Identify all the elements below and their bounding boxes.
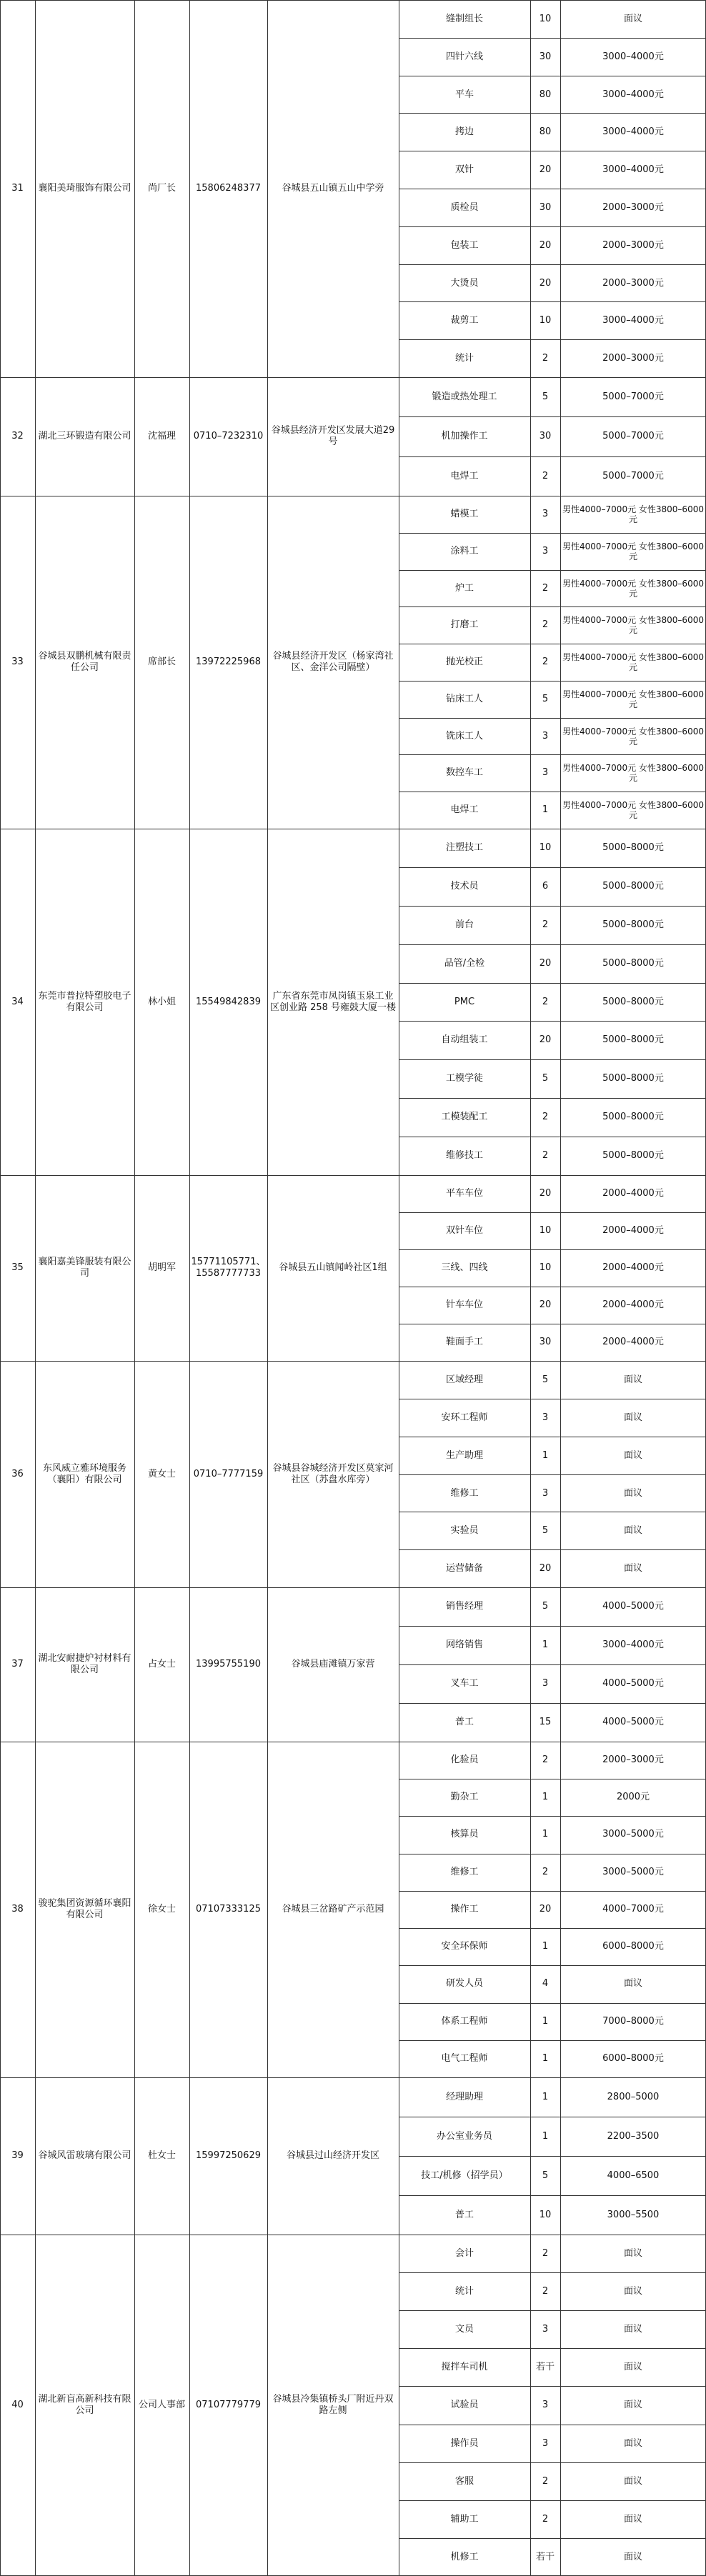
job-salary: 男性4000–7000元 女性3800–6000元 — [562, 504, 704, 524]
job-salary: 3000–5000元 — [602, 1867, 664, 1877]
group-number: 37 — [11, 1659, 24, 1669]
job-salary: 面议 — [623, 2285, 642, 2297]
column-divider — [530, 0, 531, 2576]
work-address: 谷城县经济开发区发展大道29号 — [271, 425, 395, 447]
job-title: 裁剪工 — [450, 314, 479, 326]
job-salary: 2000–3000元 — [602, 352, 664, 364]
job-salary: 面议 — [623, 1374, 642, 1385]
job-title: 机修工 — [450, 2551, 479, 2562]
job-title: 注塑技工 — [445, 842, 483, 853]
job-title: 技术员 — [450, 881, 479, 892]
job-salary: 6000–8000元 — [602, 1941, 664, 1952]
job-count: 1 — [542, 2130, 549, 2142]
job-salary: 5000–8000元 — [602, 1034, 664, 1045]
job-title: 操作工 — [450, 1904, 479, 1914]
job-count: 2 — [542, 2475, 549, 2487]
job-title: 钻床工人 — [445, 694, 483, 704]
job-title: 缝制组长 — [445, 13, 483, 24]
job-title: 双针车位 — [445, 1225, 483, 1236]
job-title: 包装工 — [450, 239, 479, 251]
contact-person: 胡明军 — [147, 1262, 176, 1273]
job-title: 体系工程师 — [441, 2016, 488, 2027]
job-salary: 面议 — [623, 1562, 642, 1574]
job-title: 铣床工人 — [445, 731, 483, 742]
job-count: 3 — [542, 1487, 549, 1499]
job-salary: 2000–3000元 — [602, 277, 664, 289]
job-title: 大烫员 — [450, 277, 479, 289]
job-title: 维修工 — [450, 1867, 479, 1877]
job-count: 3 — [542, 1412, 549, 1423]
job-salary: 3000–4000元 — [602, 89, 664, 100]
job-salary: 面议 — [623, 2399, 642, 2410]
job-salary: 面议 — [623, 1524, 642, 1536]
job-title: 抛光校正 — [445, 657, 483, 667]
job-salary: 5000–8000元 — [602, 1112, 664, 1122]
job-salary: 3000–5000元 — [602, 1829, 664, 1839]
job-count: 3 — [542, 546, 549, 556]
job-salary: 5000–7000元 — [602, 430, 664, 441]
job-count: 30 — [539, 51, 552, 62]
work-address: 广东省东莞市凤岗镇玉泉工业区创业路 258 号雍鼓大厦一楼 — [269, 990, 397, 1013]
job-count: 10 — [539, 2209, 552, 2220]
job-count: 20 — [539, 164, 552, 175]
job-salary: 2000–4000元 — [602, 1188, 664, 1199]
job-count: 3 — [542, 1678, 549, 1689]
job-title: 双针 — [454, 164, 474, 175]
company-name: 湖北三环锻造有限公司 — [38, 431, 131, 441]
work-address: 谷城县五山镇闻岭社区1组 — [279, 1262, 387, 1273]
job-title: 安全环保师 — [441, 1941, 488, 1952]
job-title: 化验员 — [450, 1754, 479, 1765]
job-salary: 3000–4000元 — [602, 314, 664, 326]
contact-person: 席部长 — [147, 657, 176, 667]
job-salary: 面议 — [623, 2475, 642, 2487]
phone-number: 0710–7777159 — [193, 1468, 264, 1479]
job-count: 2 — [542, 470, 549, 481]
job-count: 3 — [542, 2323, 549, 2335]
job-title: 生产助理 — [445, 1449, 483, 1461]
group-number: 40 — [11, 2400, 24, 2410]
contact-person: 公司人事部 — [138, 2400, 185, 2410]
job-title: 文员 — [454, 2323, 474, 2335]
job-salary: 2000–4000元 — [602, 1299, 664, 1310]
phone-number: 0710–7232310 — [193, 431, 264, 441]
phone-number: 15997250629 — [196, 2150, 261, 2161]
job-count: 3 — [542, 767, 549, 778]
job-salary: 4000–5000元 — [602, 1717, 664, 1727]
job-salary: 5000–8000元 — [602, 1150, 664, 1161]
job-salary: 5000–8000元 — [602, 919, 664, 930]
column-divider — [35, 0, 36, 2576]
job-title: 区域经理 — [445, 1374, 483, 1385]
job-count: 5 — [542, 694, 549, 704]
work-address: 谷城县庙滩镇万家营 — [291, 1659, 375, 1669]
job-title: 涂料工 — [450, 546, 479, 556]
job-title: 电气工程师 — [441, 2053, 488, 2064]
group-number: 34 — [11, 996, 24, 1007]
job-count: 1 — [542, 2091, 549, 2102]
job-title: 蜡模工 — [450, 509, 479, 519]
job-title: 普工 — [454, 1717, 474, 1727]
job-count: 3 — [542, 2399, 549, 2410]
job-count: 10 — [539, 13, 552, 24]
job-count: 2 — [542, 919, 549, 930]
contact-person: 杜女士 — [147, 2150, 176, 2161]
job-count: 若干 — [535, 2361, 555, 2372]
company-name: 湖北安耐捷炉衬材料有限公司 — [38, 1653, 131, 1675]
job-salary: 3000–4000元 — [602, 126, 664, 137]
job-title: 操作员 — [450, 2437, 479, 2449]
job-salary: 2000–3000元 — [602, 201, 664, 213]
company-name: 东风威立雅环境服务（襄阳）有限公司 — [42, 1462, 126, 1485]
job-title: 自动组装工 — [441, 1034, 488, 1045]
contact-person: 占女士 — [147, 1659, 176, 1669]
job-count: 2 — [542, 1754, 549, 1765]
job-title: 普工 — [454, 2209, 474, 2220]
job-title: 机加操作工 — [441, 430, 488, 441]
job-count: 10 — [539, 1225, 552, 1236]
job-count: 5 — [542, 1524, 549, 1536]
job-count: 2 — [542, 997, 549, 1007]
job-count: 30 — [539, 1337, 552, 1347]
job-salary: 男性4000–7000元 女性3800–6000元 — [562, 689, 704, 709]
company-name: 湖北新盲高新科技有限公司 — [38, 2394, 131, 2416]
job-count: 5 — [542, 2170, 549, 2181]
job-title: 会计 — [454, 2247, 474, 2259]
job-count: 5 — [542, 1073, 549, 1084]
phone-number: 13995755190 — [196, 1659, 261, 1669]
job-count: 20 — [539, 1188, 552, 1199]
job-count: 1 — [542, 1792, 549, 1802]
company-name: 谷城风雷玻璃有限公司 — [38, 2150, 131, 2161]
job-salary: 2000–4000元 — [602, 1262, 664, 1273]
job-count: 1 — [542, 1639, 549, 1650]
job-title: 研发人员 — [445, 1978, 483, 1989]
job-count: 1 — [542, 2053, 549, 2064]
job-count: 2 — [542, 1867, 549, 1877]
job-count: 2 — [542, 583, 549, 594]
job-title: 网络销售 — [445, 1639, 483, 1650]
job-count: 2 — [542, 619, 549, 630]
job-count: 1 — [542, 1449, 549, 1461]
job-count: 1 — [542, 2016, 549, 2027]
column-divider — [560, 0, 561, 2576]
job-title: 前台 — [454, 919, 474, 930]
job-title: 数控车工 — [445, 767, 483, 778]
work-address: 谷城县五山镇五山中学旁 — [282, 183, 384, 194]
job-count: 2 — [542, 2247, 549, 2259]
job-title: 核算员 — [450, 1829, 479, 1839]
job-salary: 面议 — [623, 1978, 642, 1989]
job-count: 80 — [539, 89, 552, 100]
job-title: 叉车工 — [450, 1678, 479, 1689]
job-salary: 5000–8000元 — [602, 958, 664, 969]
company-name: 谷城县双鹏机械有限责任公司 — [38, 651, 131, 673]
work-address: 谷城县三岔路矿产示范园 — [282, 1904, 384, 1914]
job-title: 搅拌车司机 — [441, 2361, 488, 2372]
job-salary: 面议 — [623, 1449, 642, 1461]
job-count: 2 — [542, 2513, 549, 2525]
job-title: 试验员 — [450, 2399, 479, 2410]
job-count: 30 — [539, 201, 552, 213]
job-salary: 面议 — [623, 2361, 642, 2372]
phone-number: 15549842839 — [196, 996, 261, 1007]
contact-person: 林小姐 — [147, 996, 176, 1007]
phone-number: 07107333125 — [196, 1904, 261, 1914]
job-salary: 男性4000–7000元 女性3800–6000元 — [562, 727, 704, 747]
job-title: 炉工 — [454, 583, 474, 594]
job-count: 2 — [542, 1150, 549, 1161]
job-count: 1 — [542, 1829, 549, 1839]
phone-number: 15806248377 — [196, 183, 261, 194]
contact-person: 黄女士 — [147, 1468, 176, 1479]
job-count: 5 — [542, 391, 549, 402]
job-count: 20 — [539, 277, 552, 289]
job-salary: 5000–8000元 — [602, 881, 664, 892]
job-count: 3 — [542, 2437, 549, 2449]
job-title: 统计 — [454, 352, 474, 364]
job-count: 2 — [542, 2285, 549, 2297]
group-number: 39 — [11, 2150, 24, 2161]
column-divider — [0, 0, 1, 2576]
job-title: 统计 — [454, 2285, 474, 2297]
job-count: 20 — [539, 1034, 552, 1045]
job-salary: 2200–3500 — [607, 2130, 660, 2142]
job-salary: 男性4000–7000元 女性3800–6000元 — [562, 579, 704, 599]
job-salary: 2000–3000元 — [602, 239, 664, 251]
job-salary: 面议 — [623, 2323, 642, 2335]
group-number: 36 — [11, 1468, 24, 1479]
job-title: 办公室业务员 — [436, 2130, 492, 2142]
job-count: 3 — [542, 509, 549, 519]
work-address: 谷城县过山经济开发区 — [286, 2150, 379, 2161]
job-salary: 4000–7000元 — [602, 1904, 664, 1914]
group-number: 31 — [11, 183, 24, 194]
job-title: 维修技工 — [445, 1150, 483, 1161]
job-salary: 面议 — [623, 2437, 642, 2449]
job-salary: 2000–4000元 — [602, 1225, 664, 1236]
job-title: 客服 — [454, 2475, 474, 2487]
job-count: 10 — [539, 842, 552, 853]
job-count: 20 — [539, 239, 552, 251]
job-salary: 3000–4000元 — [602, 51, 664, 62]
job-title: 品管/全检 — [444, 958, 485, 969]
job-count: 2 — [542, 352, 549, 364]
job-count: 2 — [542, 1112, 549, 1122]
group-number: 32 — [11, 431, 24, 441]
job-salary: 男性4000–7000元 女性3800–6000元 — [562, 615, 704, 635]
job-title: 针车车位 — [445, 1299, 483, 1310]
job-title: 工模学徒 — [445, 1073, 483, 1084]
work-address: 谷城县谷城经济开发区莫家河社区（苏盘水库旁） — [272, 1462, 394, 1485]
job-salary: 5000–7000元 — [602, 470, 664, 481]
job-salary: 4000–5000元 — [602, 1601, 664, 1612]
job-salary: 4000–6500 — [607, 2170, 660, 2181]
job-salary: 5000–7000元 — [602, 391, 664, 402]
job-salary: 2000–3000元 — [602, 1754, 664, 1765]
job-title: PMC — [454, 997, 475, 1007]
job-salary: 5000–8000元 — [602, 997, 664, 1007]
phone-number: 15771105771、15587777733 — [191, 1257, 266, 1279]
job-count: 2 — [542, 657, 549, 667]
job-title: 鞋面手工 — [445, 1337, 483, 1347]
job-count: 若干 — [535, 2551, 555, 2562]
job-salary: 5000–8000元 — [602, 842, 664, 853]
job-title: 实验员 — [450, 1524, 479, 1536]
job-title: 四针六线 — [445, 51, 483, 62]
job-salary: 面议 — [623, 2513, 642, 2525]
job-salary: 面议 — [623, 1487, 642, 1499]
job-count: 20 — [539, 1562, 552, 1574]
job-title: 电焊工 — [450, 470, 479, 481]
job-salary: 面议 — [623, 2247, 642, 2259]
job-salary: 2000元 — [616, 1792, 650, 1802]
company-name: 襄阳嘉美锋服装有限公司 — [38, 1257, 131, 1279]
company-name: 襄阳美琦服饰有限公司 — [38, 183, 131, 194]
job-salary: 面议 — [623, 2551, 642, 2562]
job-title: 销售经理 — [445, 1601, 483, 1612]
job-title: 打磨工 — [450, 619, 479, 630]
job-count: 10 — [539, 1262, 552, 1273]
job-salary: 3000–4000元 — [602, 1639, 664, 1650]
job-count: 4 — [542, 1978, 549, 1989]
job-title: 平车 — [454, 89, 474, 100]
job-count: 15 — [539, 1717, 552, 1727]
job-title: 三线、四线 — [441, 1262, 488, 1273]
job-salary: 男性4000–7000元 女性3800–6000元 — [562, 800, 704, 820]
job-count: 20 — [539, 1299, 552, 1310]
job-salary: 面议 — [623, 13, 642, 24]
job-salary: 面议 — [623, 1412, 642, 1423]
job-count: 5 — [542, 1374, 549, 1385]
job-count: 30 — [539, 430, 552, 441]
job-count: 6 — [542, 881, 549, 892]
job-salary: 男性4000–7000元 女性3800–6000元 — [562, 763, 704, 783]
column-divider — [267, 0, 268, 2576]
contact-person: 徐女士 — [147, 1904, 176, 1914]
job-count: 20 — [539, 958, 552, 969]
job-count: 80 — [539, 126, 552, 137]
job-title: 电焊工 — [450, 804, 479, 815]
company-name: 东莞市普拉特塑胶电子有限公司 — [38, 990, 131, 1013]
phone-number: 13972225968 — [196, 657, 261, 667]
job-title: 辅助工 — [450, 2513, 479, 2525]
job-count: 10 — [539, 314, 552, 326]
column-divider — [134, 0, 135, 2576]
job-count: 3 — [542, 731, 549, 742]
job-salary: 男性4000–7000元 女性3800–6000元 — [562, 541, 704, 561]
phone-number: 07107779779 — [196, 2400, 261, 2410]
job-salary: 6000–8000元 — [602, 2053, 664, 2064]
job-title: 勤杂工 — [450, 1792, 479, 1802]
work-address: 谷城县冷集镇桥头厂附近丹双路左侧 — [272, 2394, 394, 2416]
job-count: 1 — [542, 1941, 549, 1952]
job-title: 经理助理 — [445, 2091, 483, 2102]
job-salary: 7000–8000元 — [602, 2016, 664, 2027]
group-number: 38 — [11, 1904, 24, 1914]
job-count: 20 — [539, 1904, 552, 1914]
job-title: 运营储备 — [445, 1562, 483, 1574]
job-title: 质检员 — [450, 201, 479, 213]
job-salary: 4000–5000元 — [602, 1678, 664, 1689]
job-salary: 2000–4000元 — [602, 1337, 664, 1347]
job-title: 维修工 — [450, 1487, 479, 1499]
group-number: 33 — [11, 657, 24, 667]
job-title: 工模装配工 — [441, 1112, 488, 1122]
job-salary: 男性4000–7000元 女性3800–6000元 — [562, 652, 704, 672]
work-address: 谷城县经济开发区（杨家湾社区、金洋公司隔壁） — [272, 651, 394, 673]
group-number: 35 — [11, 1262, 24, 1273]
job-salary: 3000–5500 — [607, 2209, 660, 2220]
job-count: 1 — [542, 804, 549, 815]
column-divider — [189, 0, 190, 2576]
contact-person: 沈福理 — [147, 431, 176, 441]
company-name: 骏驼集团资源循环襄阳有限公司 — [38, 1898, 131, 1920]
job-title: 锻造或热处理工 — [432, 391, 497, 402]
job-title: 拷边 — [454, 126, 474, 137]
job-salary: 3000–4000元 — [602, 164, 664, 175]
contact-person: 尚厂长 — [147, 183, 176, 194]
job-count: 5 — [542, 1601, 549, 1612]
job-title: 技工/机修（招学员） — [421, 2170, 508, 2181]
job-salary: 2800–5000 — [607, 2091, 660, 2102]
job-title: 平车车位 — [445, 1188, 483, 1199]
job-salary: 5000–8000元 — [602, 1073, 664, 1084]
job-title: 安环工程师 — [441, 1412, 488, 1423]
